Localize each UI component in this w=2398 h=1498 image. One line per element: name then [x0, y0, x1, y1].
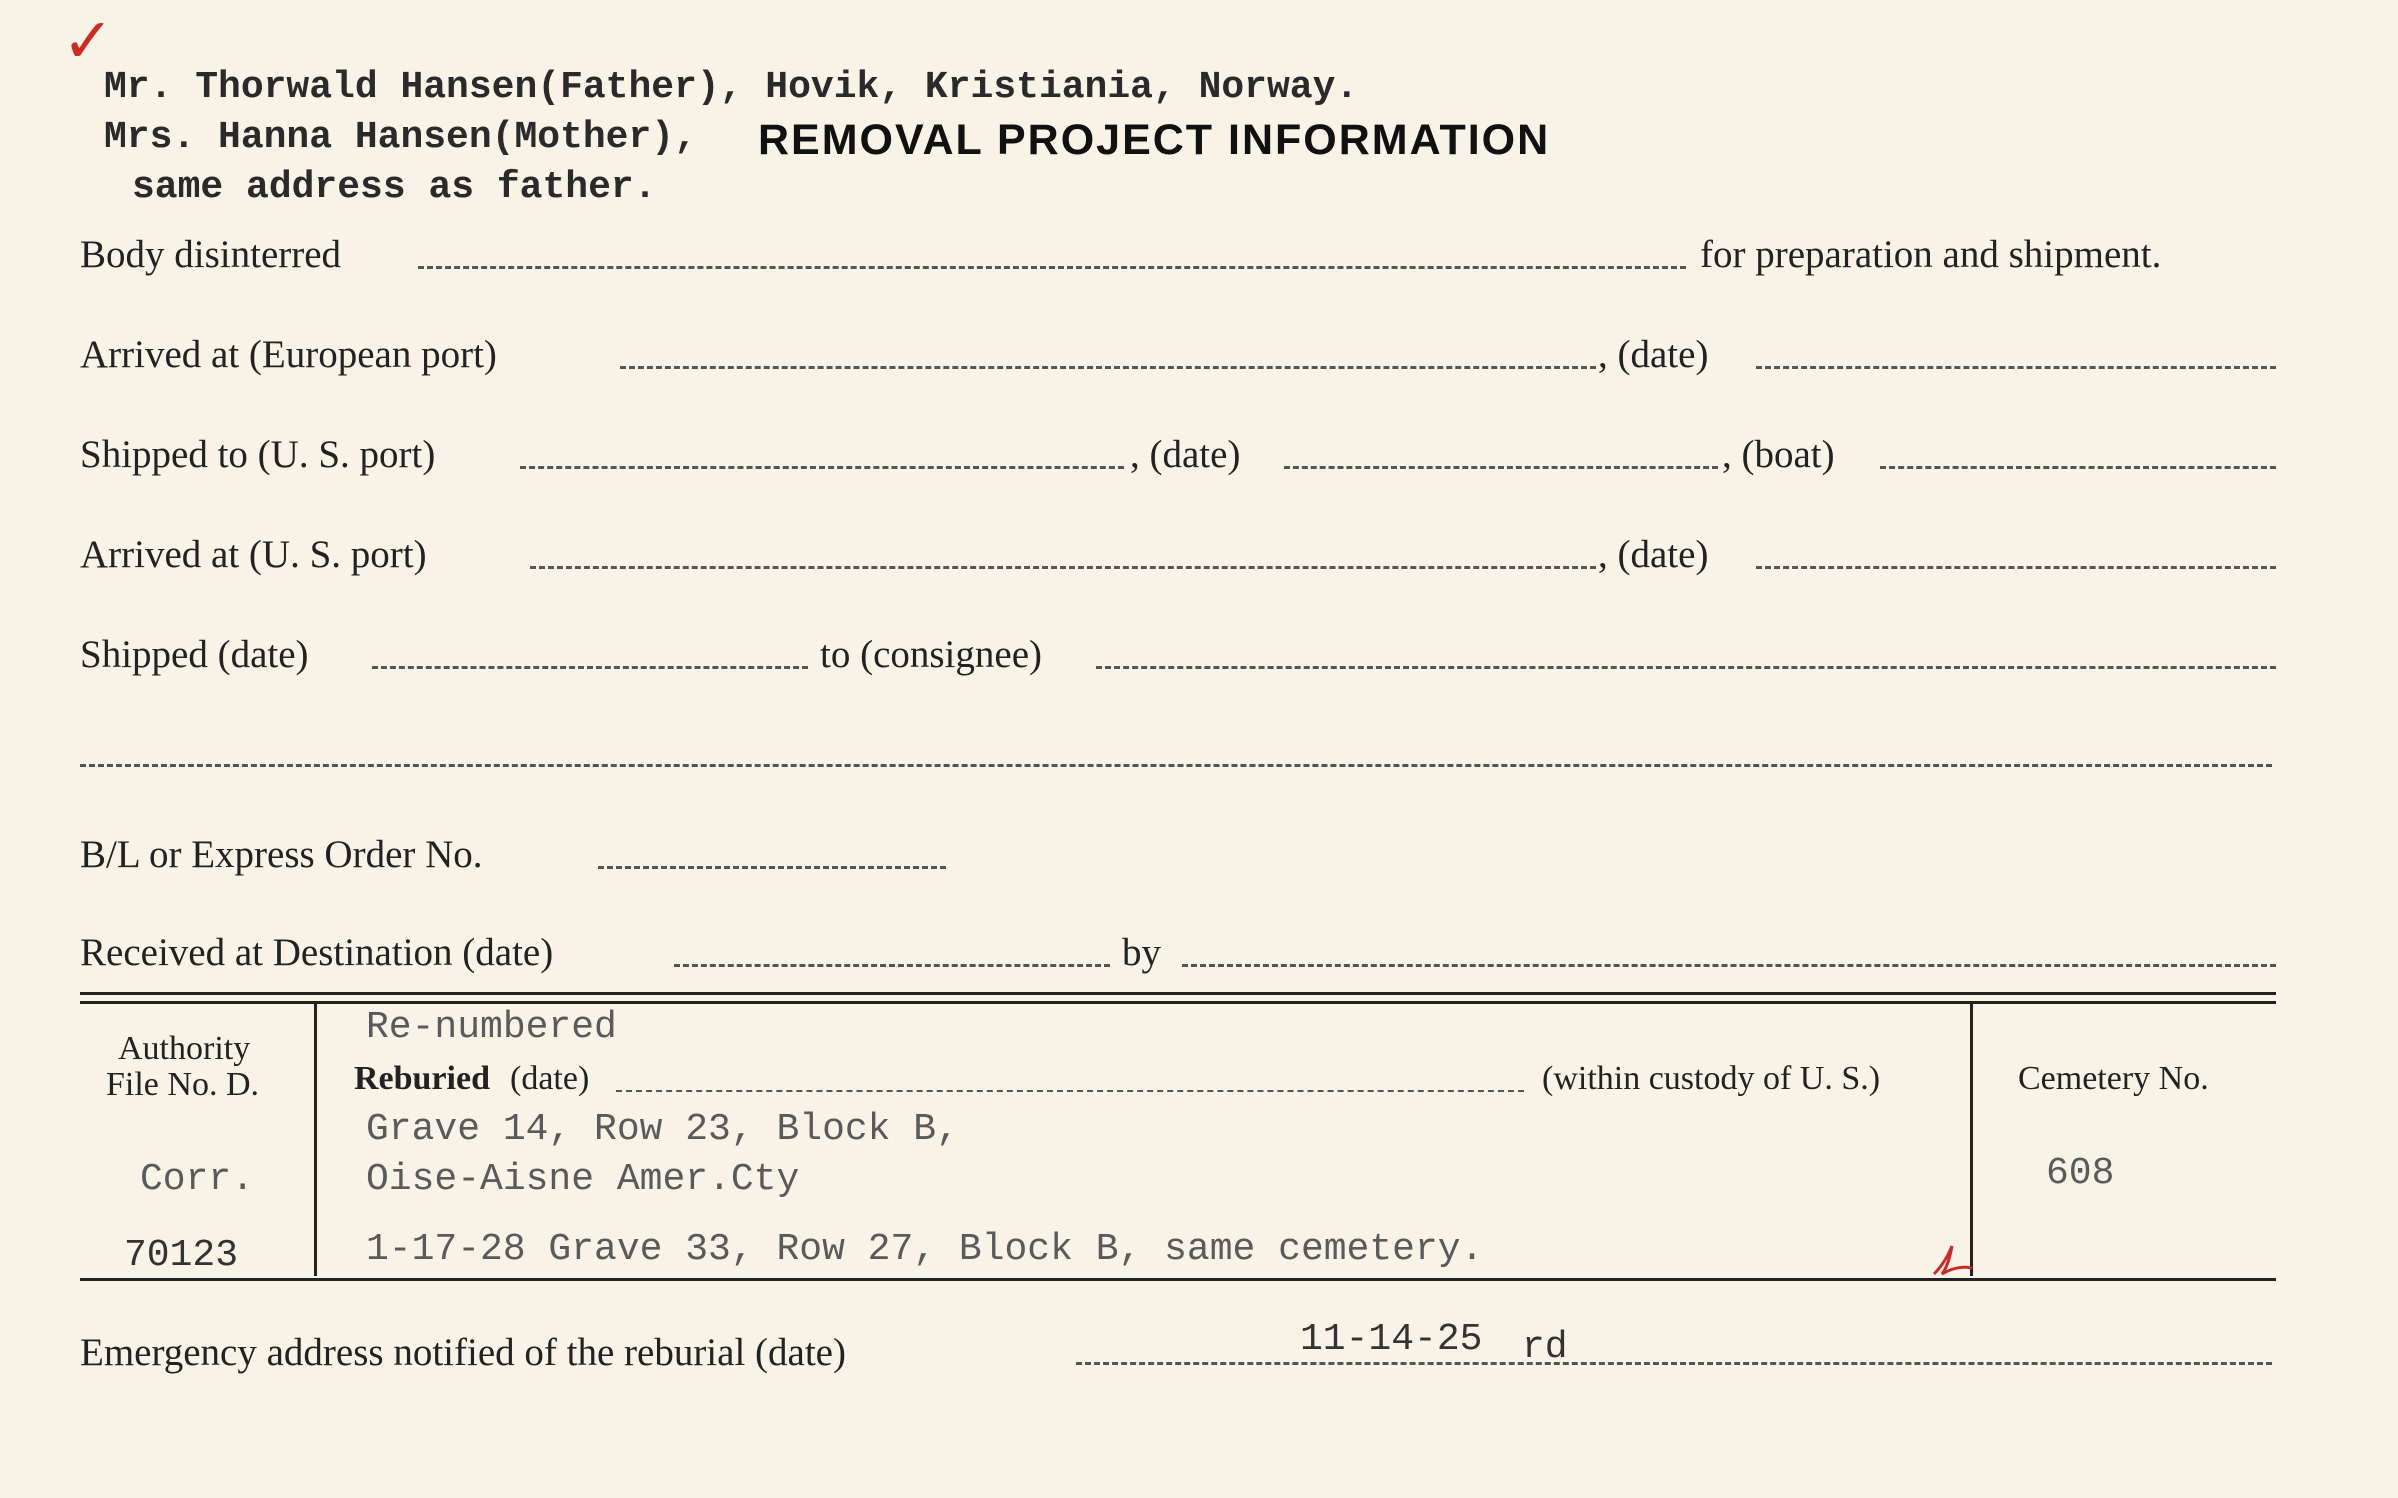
reburial-entry: 1-17-28 Grave 33, Row 27, Block B, same cemetery.: [366, 1228, 1484, 1271]
received-destination-line: [674, 964, 1110, 967]
mother-address-note: same address as father.: [132, 166, 657, 209]
received-by-label: by: [1122, 931, 1161, 974]
emergency-notified-label: Emergency address notified of the reburial (date): [80, 1331, 846, 1374]
arrived-us-port-line: [530, 566, 1596, 569]
section-top-rule-2: [80, 1001, 2276, 1004]
bl-order-line: [598, 866, 946, 869]
consignee-label: to (consignee): [820, 633, 1043, 676]
clerk-initials: rd: [1522, 1326, 1568, 1369]
corr-note: Corr.: [140, 1158, 255, 1201]
shipped-date-label: , (date): [1130, 433, 1241, 476]
received-destination-label: Received at Destination (date): [80, 931, 554, 974]
section-top-rule-1: [80, 992, 2276, 995]
arrived-european-date-line: [1756, 366, 2276, 369]
emergency-date-line: [1076, 1362, 2272, 1365]
arrived-us-date-label: , (date): [1598, 533, 1709, 576]
arrived-european-date-label: , (date): [1598, 333, 1709, 376]
custody-label: (within custody of U. S.): [1542, 1060, 1881, 1097]
body-disinterred-label: Body disinterred: [80, 233, 342, 276]
shipped-to-us-port-line: [520, 466, 1124, 469]
authority-label: Authority: [118, 1030, 251, 1067]
arrived-european-port-label: Arrived at (European port): [80, 333, 497, 376]
grave-location-line-1: Grave 14, Row 23, Block B,: [366, 1108, 959, 1151]
boat-line: [1880, 466, 2276, 469]
shipped-date-field-line: [372, 666, 808, 669]
grave-location-line-2: Oise-Aisne Amer.Cty: [366, 1158, 800, 1201]
received-by-line: [1182, 964, 2276, 967]
bl-order-label: B/L or Express Order No.: [80, 833, 483, 876]
body-disinterred-line: [418, 266, 1686, 269]
arrived-european-port-line: [620, 366, 1596, 369]
reburied-date-label: (date): [510, 1060, 590, 1097]
shipped-to-us-port-label: Shipped to (U. S. port): [80, 433, 436, 476]
preparation-label: for preparation and shipment.: [1700, 233, 2162, 276]
boat-label: , (boat): [1722, 433, 1835, 476]
reburied-date-line: [616, 1090, 1524, 1092]
check-mark-icon: ✓: [62, 4, 114, 77]
mother-address-line: Mrs. Hanna Hansen(Mother),: [104, 116, 697, 159]
reburied-label: Reburied: [354, 1060, 490, 1097]
file-number: 70123: [124, 1234, 239, 1277]
arrived-us-date-line: [1756, 566, 2276, 569]
red-initial-mark: [1928, 1238, 1978, 1280]
arrived-us-port-label: Arrived at (U. S. port): [80, 533, 427, 576]
father-address-line: Mr. Thorwald Hansen(Father), Hovik, Kristiania, Norway.: [104, 66, 1359, 109]
consignee-line: [1096, 666, 2276, 669]
consignee-continuation-line: [80, 764, 2272, 767]
section-right-divider: [1970, 1004, 1973, 1276]
card-title: REMOVAL PROJECT INFORMATION: [758, 116, 1551, 164]
cemetery-no-label: Cemetery No.: [2018, 1060, 2209, 1097]
cemetery-number: 608: [2046, 1152, 2115, 1195]
shipped-date-field-label: Shipped (date): [80, 633, 309, 676]
shipped-date-line: [1284, 466, 1718, 469]
renumbered-note: Re-numbered: [366, 1006, 617, 1049]
emergency-date: 11-14-25: [1300, 1318, 1483, 1361]
file-no-label: File No. D.: [106, 1066, 259, 1103]
section-left-divider: [314, 1004, 317, 1276]
